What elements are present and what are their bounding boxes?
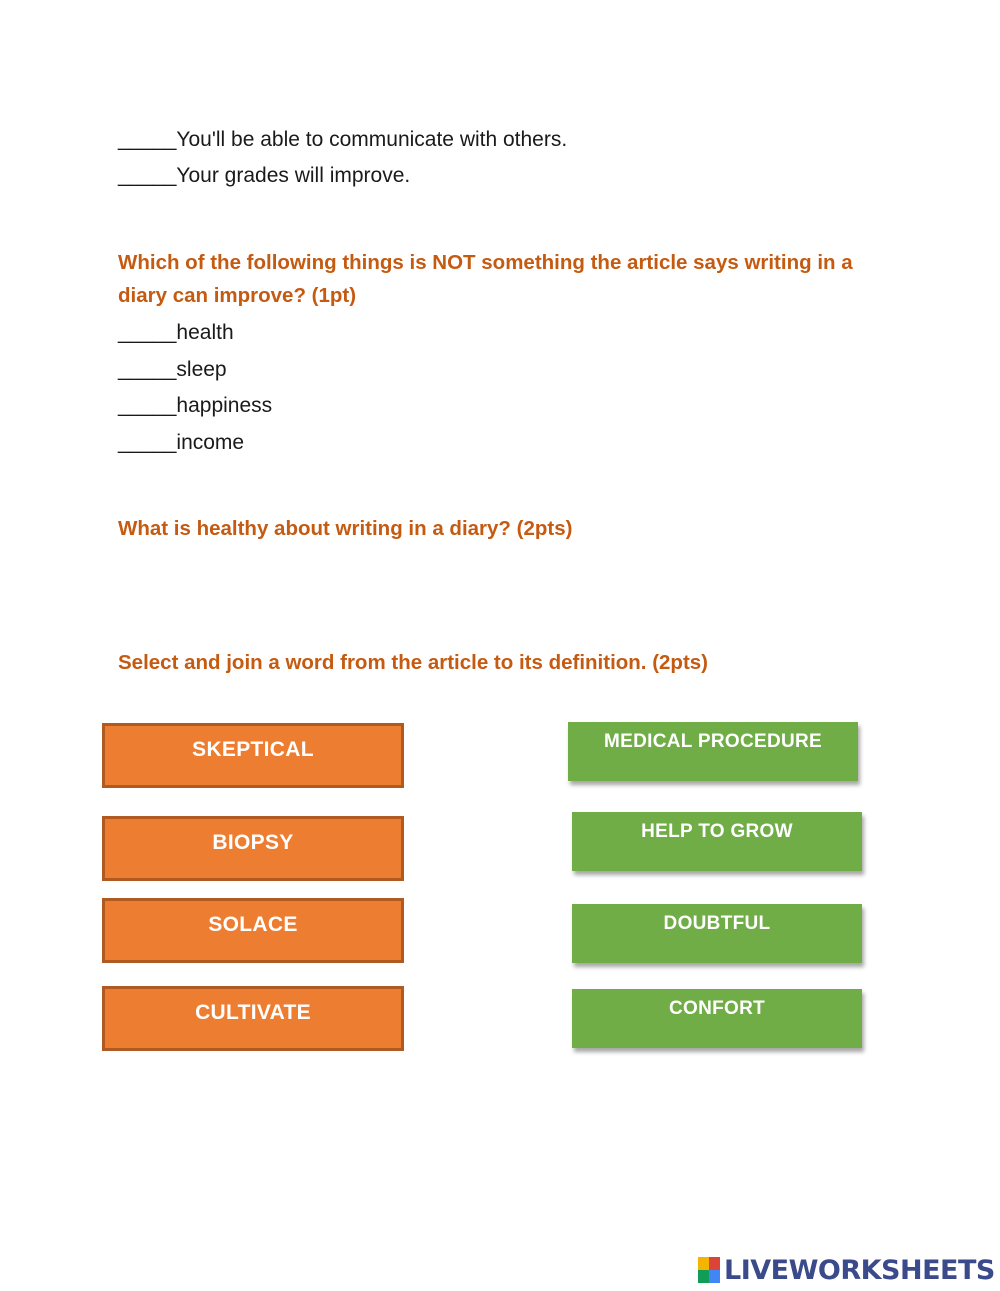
word-box-skeptical[interactable]: SKEPTICAL [102,723,404,788]
option-line [118,430,244,456]
word-box-cultivate[interactable]: CULTIVATE [102,986,404,1051]
answer-blank[interactable]: _____ [118,128,177,151]
answer-blank[interactable]: _____ [118,164,177,187]
option-text: income [176,431,245,454]
definition-box-medical-procedure[interactable]: MEDICAL PROCEDURE [568,722,858,781]
option-line [118,393,272,419]
answer-blank[interactable]: _____ [118,358,177,381]
option-line [118,320,234,346]
definition-box-doubtful[interactable]: DOUBTFUL [572,904,862,963]
option-text: happiness [176,394,273,417]
answer-blank[interactable]: _____ [118,321,177,344]
question-1-text: Which of the following things is NOT something the article says writing in a diary can improve? (1pt) [118,251,853,307]
logo-text: LIVEWORKSHEETS [724,1254,995,1286]
option-text: sleep [176,358,227,381]
option-line [118,127,567,153]
option-text: You'll be able to communicate with others. [176,128,568,151]
option-text: Your grades will improve. [176,164,411,187]
option-text: health [176,321,234,344]
liveworksheets-logo-icon [698,1257,720,1283]
question-3-text: Select and join a word from the article to its definition. (2pts) [118,651,709,674]
definition-box-confort[interactable]: CONFORT [572,989,862,1048]
answer-blank[interactable]: _____ [118,394,177,417]
word-box-solace[interactable]: SOLACE [102,898,404,963]
option-line [118,357,227,383]
option-line [118,163,410,189]
question-2-text: What is healthy about writing in a diary? (2pts) [118,517,573,540]
definition-box-help-to-grow[interactable]: HELP TO GROW [572,812,862,871]
word-box-biopsy[interactable]: BIOPSY [102,816,404,881]
liveworksheets-logo [698,1255,995,1285]
answer-blank[interactable]: _____ [118,431,177,454]
